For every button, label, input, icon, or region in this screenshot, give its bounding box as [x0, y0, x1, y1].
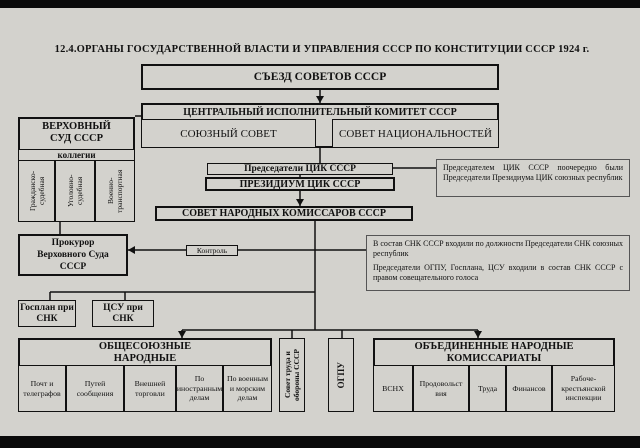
prosecutor-box [18, 234, 128, 276]
nationalities-council-box [332, 119, 499, 148]
all-union-item-railways-label: Путей сообщения [76, 379, 114, 398]
collegium-civil [18, 160, 55, 222]
united-item-finance-label: Финансов [512, 383, 546, 393]
collegium-military-label: Военно-транспортная [106, 169, 124, 213]
all-union-item-post-label: Почт и телеграфов [23, 379, 61, 398]
nationalities-council-label: СОВЕТ НАЦИОНАЛЬНОСТЕЙ [339, 127, 492, 140]
all-union-item-trade [124, 365, 176, 412]
all-union-title: ОБЩЕСОЮЗНЫЕ НАРОДНЫЕ [98, 341, 192, 364]
united-item-vsnh [373, 365, 413, 412]
supreme-court-title: ВЕРХОВНЫЙ СУД СССР [42, 121, 111, 144]
all-union-item-military-label: По военным и морским делам [226, 374, 269, 403]
chairmen-label: Председатели ЦИК СССР [244, 164, 356, 174]
ogpu-box [328, 338, 354, 412]
congress-label: СЪЕЗД СОВЕТОВ СССР [253, 71, 387, 83]
united-title: ОБЪЕДИНЕННЫЕ НАРОДНЫЕ КОМИССАРИАТЫ [414, 341, 574, 364]
all-union-item-post [18, 365, 66, 412]
chairmen-note-text: Председателем ЦИК СССР поочередно были Председатели Президиума ЦИК союзных республик [443, 163, 623, 182]
ogpu-label: ОГПУ [335, 361, 346, 389]
collegia-label: коллегии [57, 150, 96, 160]
all-union-item-military [223, 365, 272, 412]
gosplan-label: Госплан при СНК [20, 302, 74, 324]
snk-label: СОВЕТ НАРОДНЫХ КОМИССАРОВ СССР [182, 208, 386, 219]
csu-label: ЦСУ при СНК [103, 302, 143, 324]
union-council-label: СОЮЗНЫЙ СОВЕТ [180, 127, 277, 140]
united-item-food-label: Продовольствия [419, 379, 463, 398]
united-item-vsnh-label: ВСНХ [382, 383, 404, 393]
gosplan-box [18, 300, 76, 327]
csu-box [92, 300, 154, 327]
snk-note [366, 235, 630, 291]
collegium-criminal-label: Уголовно-судебная [66, 174, 84, 208]
control-label: Контроль [196, 246, 228, 255]
all-union-item-foreign-label: По иностранным делам [176, 374, 223, 403]
united-item-inspection-label: Рабоче-крестьянской инспекции [561, 374, 606, 403]
control-label-box [186, 245, 238, 256]
cik-title: ЦЕНТРАЛЬНЫЙ ИСПОЛНИТЕЛЬНЫЙ КОМИТЕТ СССР [183, 107, 457, 118]
united-item-inspection [552, 365, 615, 412]
labor-defense-label: Совет труда и обороны СССР [283, 349, 301, 401]
congress-box [141, 64, 499, 90]
presidium-box [205, 177, 395, 191]
snk-box [155, 206, 413, 221]
all-union-item-trade-label: Внешней торговли [134, 379, 166, 398]
labor-defense-box [279, 338, 305, 412]
presidium-label: ПРЕЗИДИУМ ЦИК СССР [239, 178, 361, 190]
prosecutor-label: Прокурор Верховного Суда СССР [37, 238, 109, 272]
collegium-civil-label: Гражданско-судебная [27, 170, 46, 212]
united-item-labor [469, 365, 506, 412]
chairmen-box [207, 163, 393, 175]
united-item-labor-label: Труда [477, 383, 498, 393]
united-item-finance [506, 365, 552, 412]
all-union-item-foreign [176, 365, 223, 412]
collegium-military [95, 160, 135, 222]
union-council-box [141, 119, 316, 148]
snk-note-line1: В состав СНК СССР входили по должности Председатели СНК союзных республик [373, 239, 623, 258]
snk-note-line2: Председатели ОГПУ, Госплана, ЦСУ входили в состав СНК СССР с правом совещательного голоса [373, 263, 623, 282]
collegium-criminal [55, 160, 95, 222]
chairmen-note [436, 159, 630, 197]
united-item-food [413, 365, 469, 412]
page-title: 12.4.ОРГАНЫ ГОСУДАРСТВЕННОЙ ВЛАСТИ И УПРАВЛЕНИЯ СССР ПО КОНСТИТУЦИИ СССР 1924 г. [54, 44, 590, 55]
all-union-item-railways [66, 365, 124, 412]
